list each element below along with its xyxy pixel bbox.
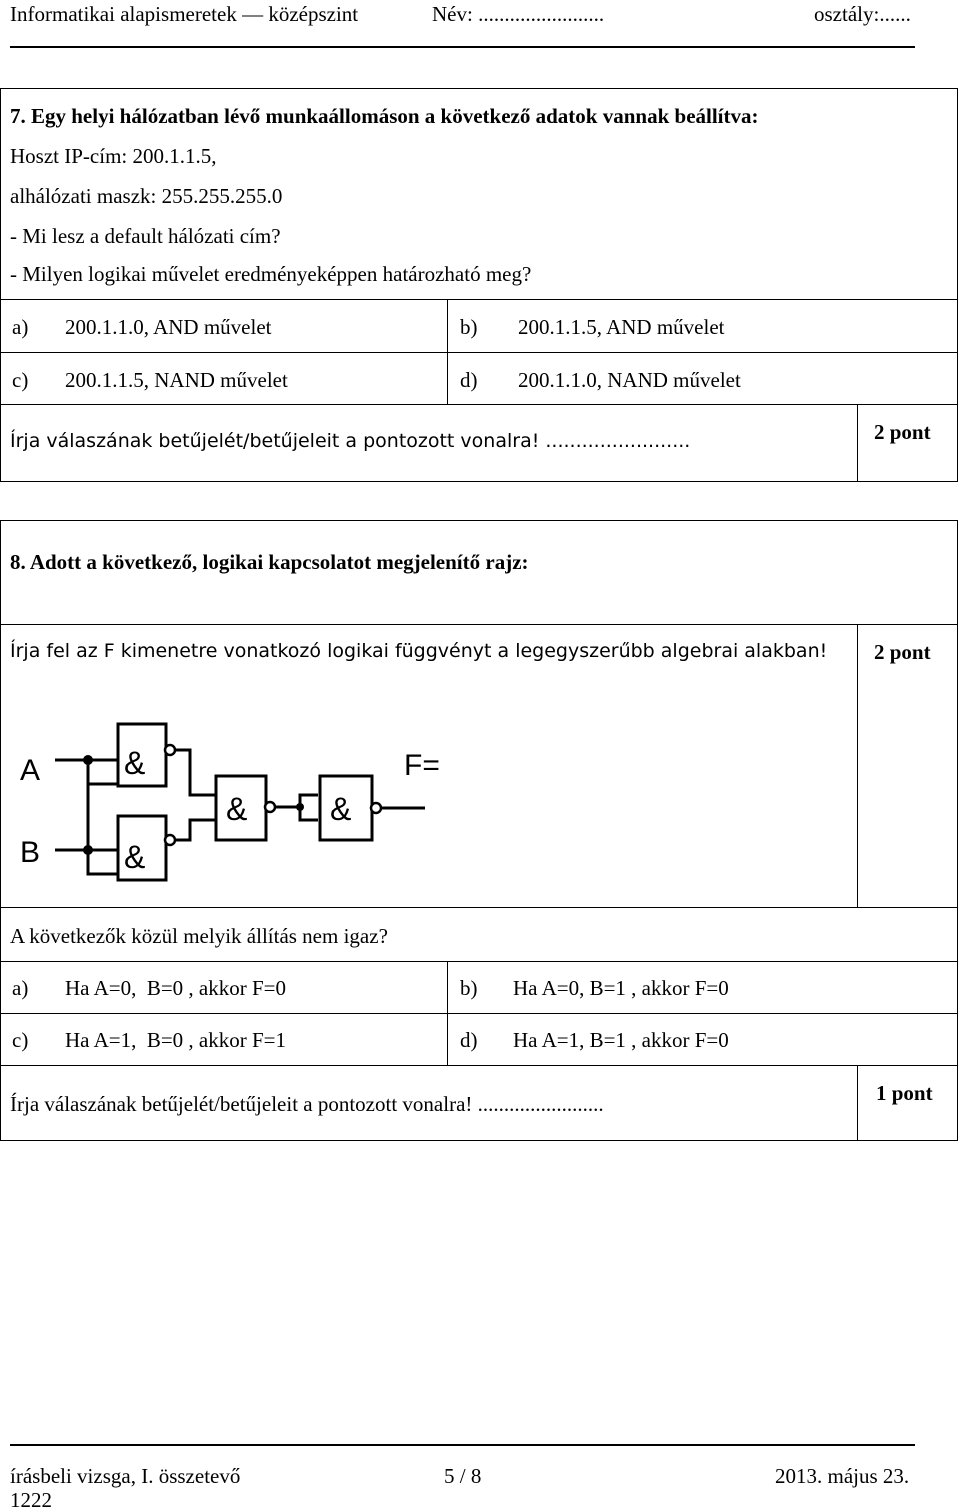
footer-code: 1222	[10, 1488, 52, 1512]
q7-points-divider	[857, 404, 858, 481]
q7-row-line-3	[0, 404, 958, 405]
negation-bubble	[165, 835, 175, 845]
q7-row-line-1	[0, 299, 958, 300]
input-a-label: A	[20, 754, 41, 787]
q8-col-divider	[447, 961, 448, 1065]
q7-line: Hoszt IP-cím: 200.1.1.5,	[10, 144, 217, 168]
junction-dot	[83, 755, 93, 765]
q8-question: A következők közül melyik állítás nem igaz?	[10, 924, 388, 948]
q8-option-b-letter: b)	[460, 976, 478, 1000]
negation-bubble	[265, 802, 275, 812]
q8-row-line-2	[0, 907, 958, 908]
footer-page: 5 / 8	[444, 1464, 482, 1488]
q7-option-a-text[interactable]: 200.1.1.0, AND művelet	[65, 315, 272, 339]
q8-option-c-letter: c)	[12, 1028, 29, 1052]
q8-row-line-5	[0, 1065, 958, 1066]
q7-option-d-letter: d)	[460, 368, 478, 392]
footer-date: 2013. május 23.	[775, 1464, 910, 1488]
q7-border-bottom	[0, 481, 958, 482]
q7-border-left	[0, 88, 1, 482]
q8-border-top	[0, 520, 958, 521]
q7-line: alhálózati maszk: 255.255.255.0	[10, 184, 283, 208]
q7-border-top	[0, 88, 958, 89]
q7-points: 2 pont	[874, 420, 931, 444]
q7-border-right	[957, 88, 958, 482]
input-b-label: B	[20, 836, 41, 869]
q8-option-c-text[interactable]: Ha A=1, B=0 , akkor F=1	[65, 1028, 287, 1052]
gate-and-symbol: &	[226, 791, 248, 827]
q8-points-divider-2	[857, 1065, 858, 1140]
gate-and-symbol: &	[124, 839, 146, 875]
q8-row-line-1	[0, 624, 958, 625]
q7-line: - Mi lesz a default hálózati cím?	[10, 224, 281, 248]
q8-points-function: 2 pont	[874, 640, 931, 664]
q7-instruction[interactable]: Írja válaszának betűjelét/betűjeleit a pontozott vonalra! ........................	[10, 430, 691, 452]
q8-option-a-text[interactable]: Ha A=0, B=0 , akkor F=0	[65, 976, 287, 1000]
q8-option-d-text[interactable]: Ha A=1, B=1 , akkor F=0	[513, 1028, 729, 1052]
q7-option-d-text[interactable]: 200.1.1.0, NAND művelet	[518, 368, 741, 392]
junction-dot	[296, 803, 304, 811]
gate-and-symbol: &	[124, 745, 146, 781]
negation-bubble	[371, 803, 381, 813]
q7-option-b-letter: b)	[460, 315, 478, 339]
header-subject: Informatikai alapismeretek — középszint	[10, 2, 359, 26]
q8-option-b-text[interactable]: Ha A=0, B=1 , akkor F=0	[513, 976, 729, 1000]
q7-option-c-letter: c)	[12, 368, 29, 392]
q8-points-divider-1	[857, 624, 858, 908]
q8-points-answer: 1 pont	[876, 1081, 933, 1105]
q8-border-right	[957, 520, 958, 1141]
q8-border-bottom	[0, 1140, 958, 1141]
q7-option-a-letter: a)	[12, 315, 29, 339]
header-rule	[10, 46, 915, 48]
q8-row-line-4	[0, 1013, 958, 1014]
q7-option-b-text[interactable]: 200.1.1.5, AND művelet	[518, 315, 725, 339]
q7-title: 7. Egy helyi hálózatban lévő munkaállomáson a következő adatok vannak beállítva:	[10, 104, 759, 128]
q8-answer-instruction[interactable]: Írja válaszának betűjelét/betűjeleit a pontozott vonalra! ........................	[10, 1092, 604, 1116]
q8-option-d-letter: d)	[460, 1028, 478, 1052]
negation-bubble	[165, 745, 175, 755]
gate-and-symbol: &	[330, 791, 352, 827]
junction-dot	[83, 845, 93, 855]
q7-option-c-text[interactable]: 200.1.1.5, NAND művelet	[65, 368, 288, 392]
q7-line: - Milyen logikai művelet eredményeképpen határozható meg?	[10, 262, 532, 286]
output-f-label: F=	[404, 749, 440, 782]
q8-row-line-3	[0, 961, 958, 962]
footer-rule	[10, 1444, 915, 1446]
header-class-field: osztály:......	[814, 2, 911, 26]
q8-instruction-function: Írja fel az F kimenetre vonatkozó logikai függvényt a legegyszerűbb algebrai alakban!	[10, 640, 828, 662]
footer-left: írásbeli vizsga, I. összetevő	[10, 1464, 241, 1488]
header-name-field: Név: ........................	[432, 2, 605, 26]
q8-option-a-letter: a)	[12, 976, 29, 1000]
logic-gate-diagram	[0, 700, 460, 900]
q8-title: 8. Adott a következő, logikai kapcsolatot megjelenítő rajz:	[10, 550, 529, 574]
q7-row-line-2	[0, 352, 958, 353]
q7-col-divider	[447, 299, 448, 404]
